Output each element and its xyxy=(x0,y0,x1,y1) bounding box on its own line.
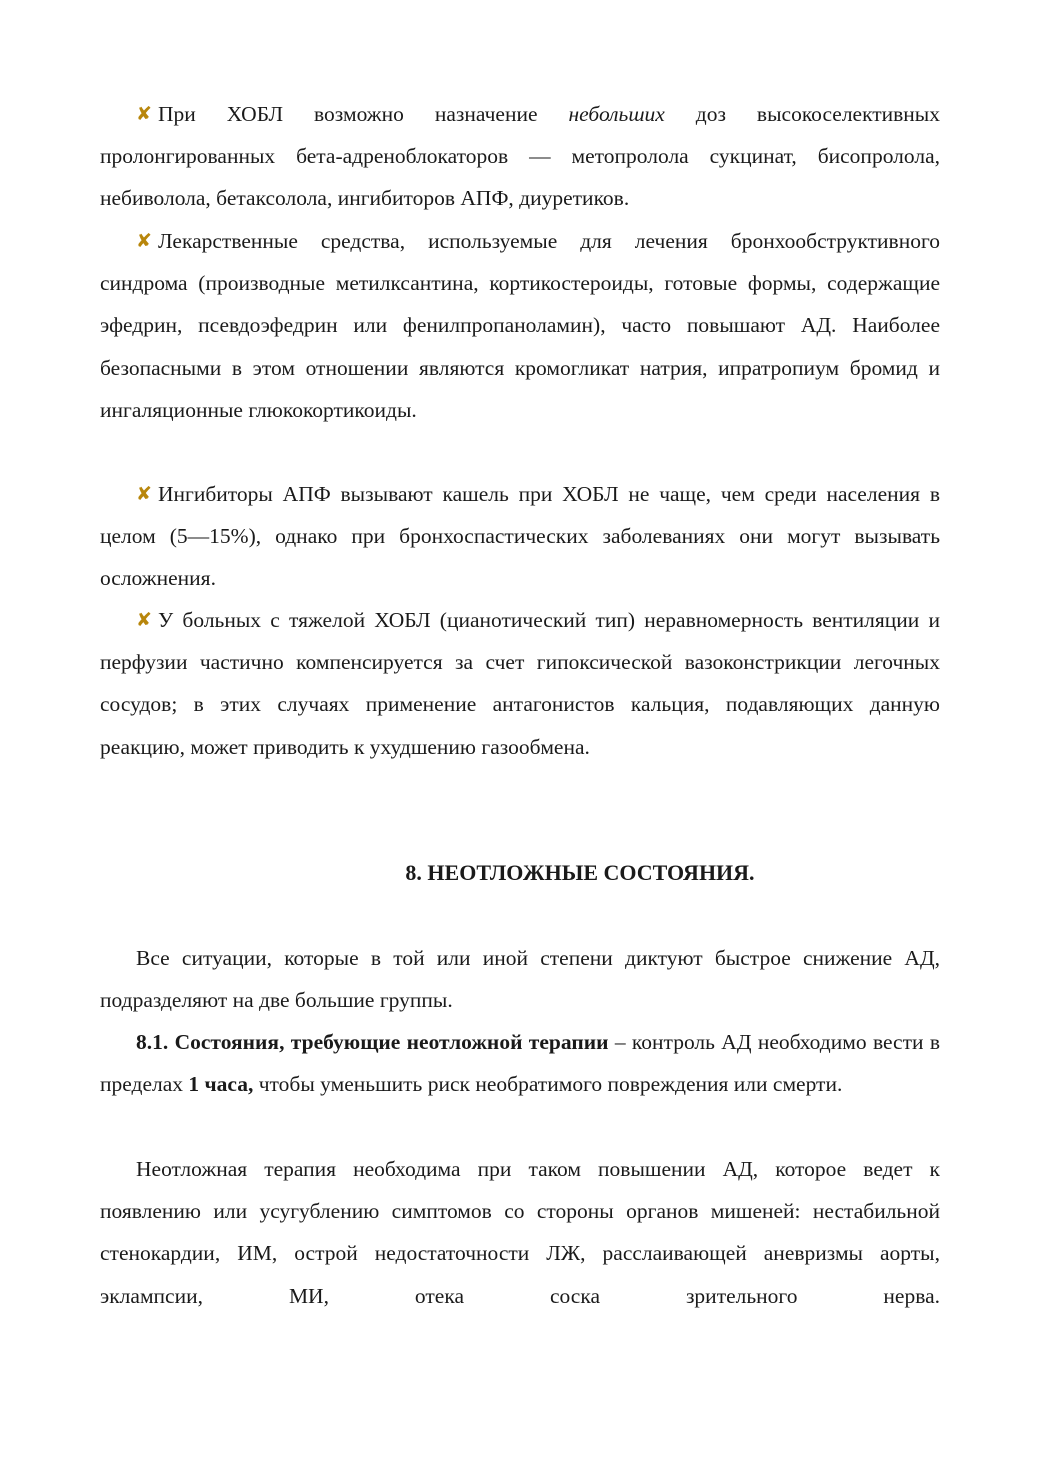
cross-mark-icon: ✘ xyxy=(136,609,152,631)
bullet-paragraph-ace-inhibitors-cough xyxy=(100,473,940,600)
bullet-1-italic: небольших xyxy=(568,102,665,126)
intro-text: Все ситуации, которые в той или иной степени диктуют быстрое снижение АД, подразделяют на две большие группы. xyxy=(100,946,940,1013)
bullet-paragraph-bronchoobstructive-drugs xyxy=(100,220,940,431)
bullet-paragraph-copd-beta-blockers xyxy=(100,93,940,220)
para-8-1-bold-time: 1 часа, xyxy=(188,1072,254,1097)
bullet-3-text: Ингибиторы АПФ вызывают кашель при ХОБЛ не чаще, чем среди населения в целом (5—15%), однако при бронхоспастических заболеваниях они могут вызывать осложнения. xyxy=(100,482,940,591)
paragraph-8-1 xyxy=(100,1021,940,1105)
para-8-1-text-a: – контроль АД необходимо вести в пределах xyxy=(100,1030,940,1097)
therapy-text: Неотложная терапия необходима при таком повышении АД, которое ведет к появлению или усугублению симптомов со стороны органов мишеней: нестабильной стенокардии, ИМ, острой недостаточности ЛЖ, расслаивающей аневризмы аорты, эклампсии, МИ, отека соска зрительного нерва. xyxy=(100,1157,940,1308)
section-heading: 8. НЕОТЛОЖНЫЕ СОСТОЯНИЯ. xyxy=(405,860,755,885)
bullet-4-text: У больных с тяжелой ХОБЛ (цианотический тип) неравномерность вентиляции и перфузии частично компенсируется за счет гипоксической вазоконстрикции легочных сосудов; в этих случаях применение антагонистов кальция, подавляющих данную реакцию, может приводить к ухудшению газообмена. xyxy=(100,608,940,759)
para-8-1-text-b: чтобы уменьшить риск необратимого повреждения или смерти. xyxy=(253,1072,843,1097)
subsection-8-1-title: 8.1. Состояния, требующие неотложной терапии xyxy=(136,1030,609,1054)
paragraph-intro xyxy=(100,937,940,1021)
cross-mark-icon: ✘ xyxy=(136,230,152,252)
bullet-1-text-a: При ХОБЛ возможно назначение xyxy=(158,102,569,126)
cross-mark-icon: ✘ xyxy=(136,103,152,125)
bullet-2-text: Лекарственные средства, используемые для лечения бронхообструктивного синдрома (производные метилксантина, кортикостероиды, готовые формы, содержащие эфедрин, псевдоэфедрин или фенилпропаноламин), часто повышают АД. Наиболее безопасными в этом отношении являются кромогликат натрия, ипратропиум бромид и ингаляционные глюкокортикоиды. xyxy=(100,229,940,422)
cross-mark-icon: ✘ xyxy=(136,483,152,505)
paragraph-emergency-therapy xyxy=(100,1148,940,1317)
bullet-paragraph-severe-copd xyxy=(100,599,940,768)
bullet-1-text-b: доз высокоселективных пролонгированных бета-адреноблокаторов — метопролола сукцинат, бисопролола, небиволола, бетаксолола, ингибиторов АПФ, диуретиков. xyxy=(100,102,941,211)
